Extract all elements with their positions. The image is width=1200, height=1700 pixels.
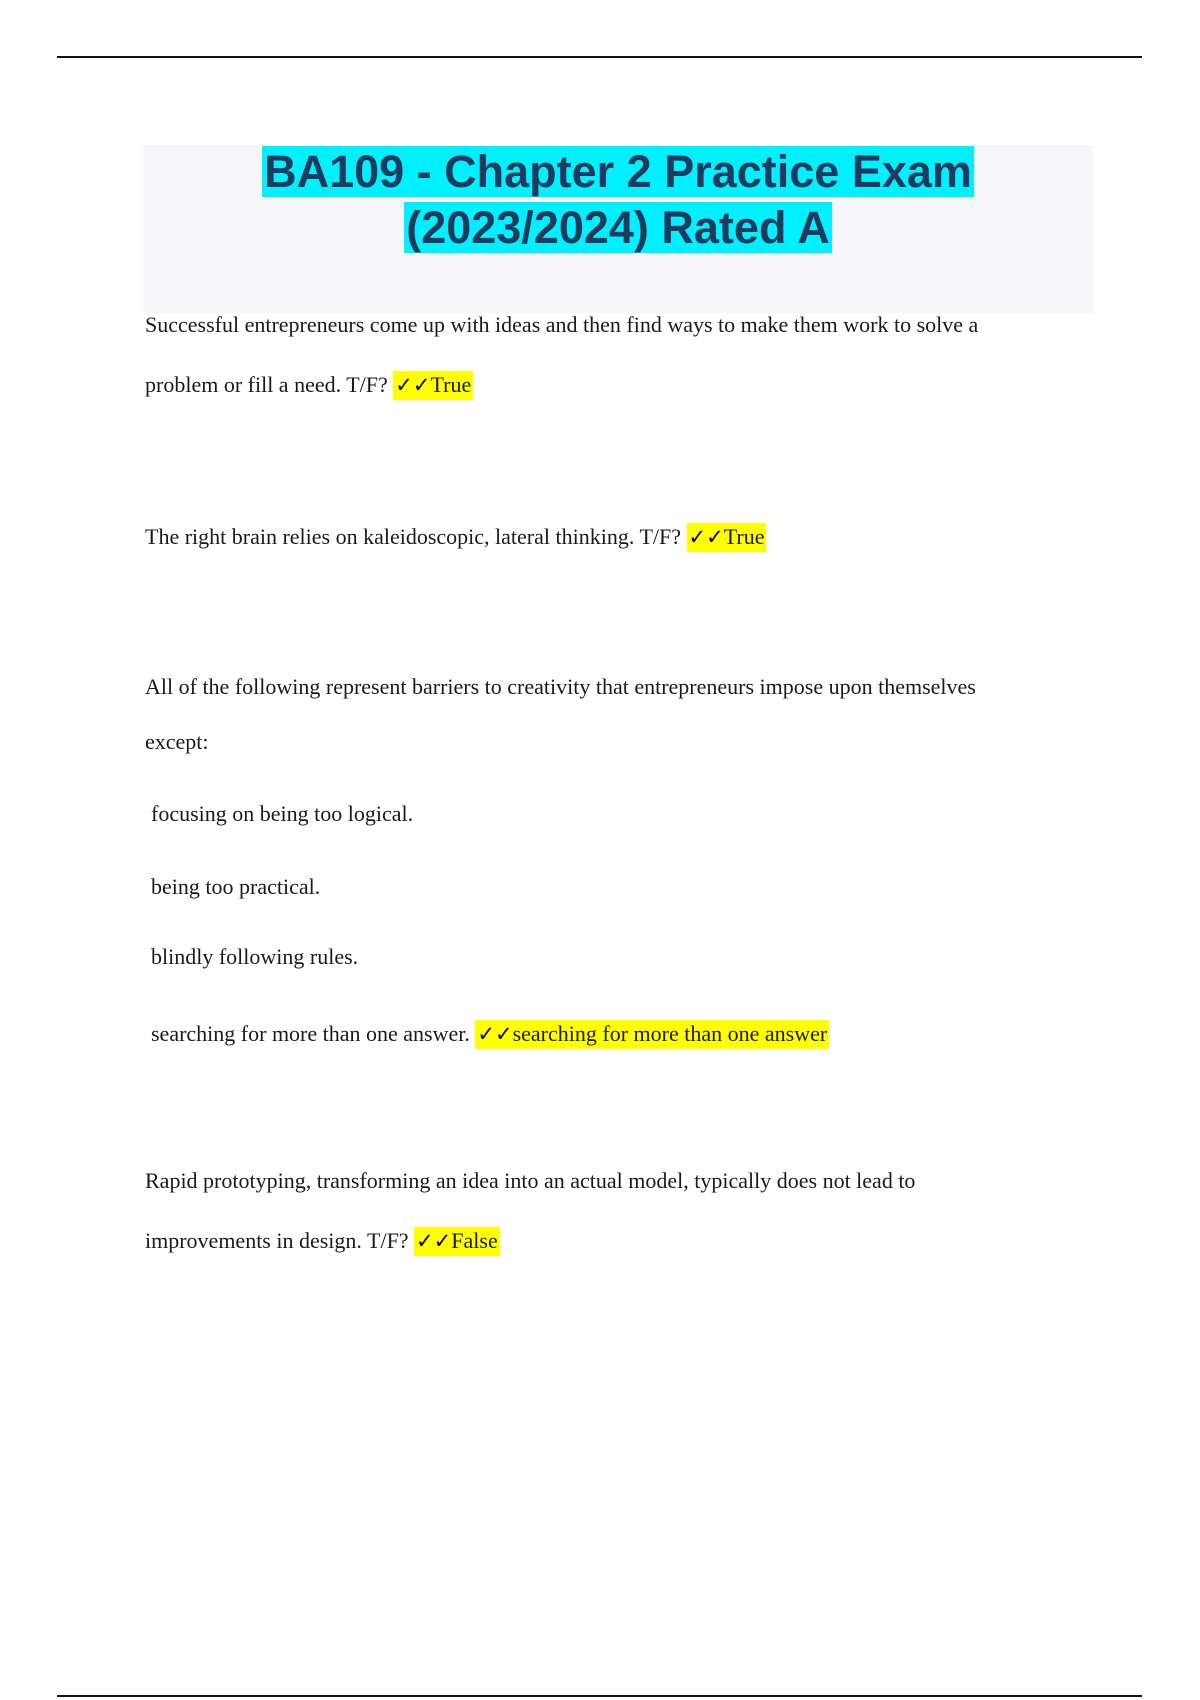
bottom-rule — [57, 1695, 1142, 1697]
question-1-line-1: Successful entrepreneurs come up with ideas and then find ways to make them work to solve a — [145, 312, 979, 337]
question-2-line-1 — [145, 522, 766, 552]
question-3-line-2: except: — [145, 729, 209, 754]
question-3-option-3: blindly following rules. — [151, 944, 359, 969]
check-icon: ✓✓ — [688, 525, 724, 549]
question-1-line-2 — [145, 370, 473, 400]
question-3-option-4-text: searching for more than one answer. — [151, 1021, 476, 1046]
question-3-answer — [475, 1020, 829, 1049]
question-2-answer — [687, 523, 767, 552]
question-3-line-1: All of the following represent barriers to creativity that entrepreneurs impose upon themselves — [145, 674, 976, 699]
question-3-option-4 — [151, 1019, 829, 1049]
question-2-answer-text: True — [723, 524, 765, 549]
title-line-1: BA109 - Chapter 2 Practice Exam — [264, 146, 972, 197]
question-1-text: problem or fill a need. T/F? — [145, 372, 394, 397]
check-icon: ✓✓ — [416, 1229, 452, 1253]
question-4-answer — [414, 1227, 500, 1256]
question-1-answer — [393, 371, 473, 400]
check-icon: ✓✓ — [477, 1022, 513, 1046]
question-1-answer-text: True — [430, 372, 472, 397]
top-rule — [57, 56, 1142, 58]
question-4-line-2 — [145, 1226, 500, 1256]
question-4-answer-text: False — [451, 1228, 498, 1253]
title-line-2: (2023/2024) Rated A — [406, 202, 830, 253]
question-2-text: The right brain relies on kaleidoscopic, lateral thinking. T/F? — [145, 524, 687, 549]
question-4-line-1: Rapid prototyping, transforming an idea into an actual model, typically does not lead to — [145, 1168, 916, 1193]
document-title — [143, 144, 1093, 256]
question-3-answer-text: searching for more than one answer — [512, 1021, 828, 1046]
question-3-option-1: focusing on being too logical. — [151, 801, 414, 826]
check-icon: ✓✓ — [395, 373, 431, 397]
question-3-option-2: being too practical. — [151, 874, 321, 899]
question-4-text: improvements in design. T/F? — [145, 1228, 415, 1253]
